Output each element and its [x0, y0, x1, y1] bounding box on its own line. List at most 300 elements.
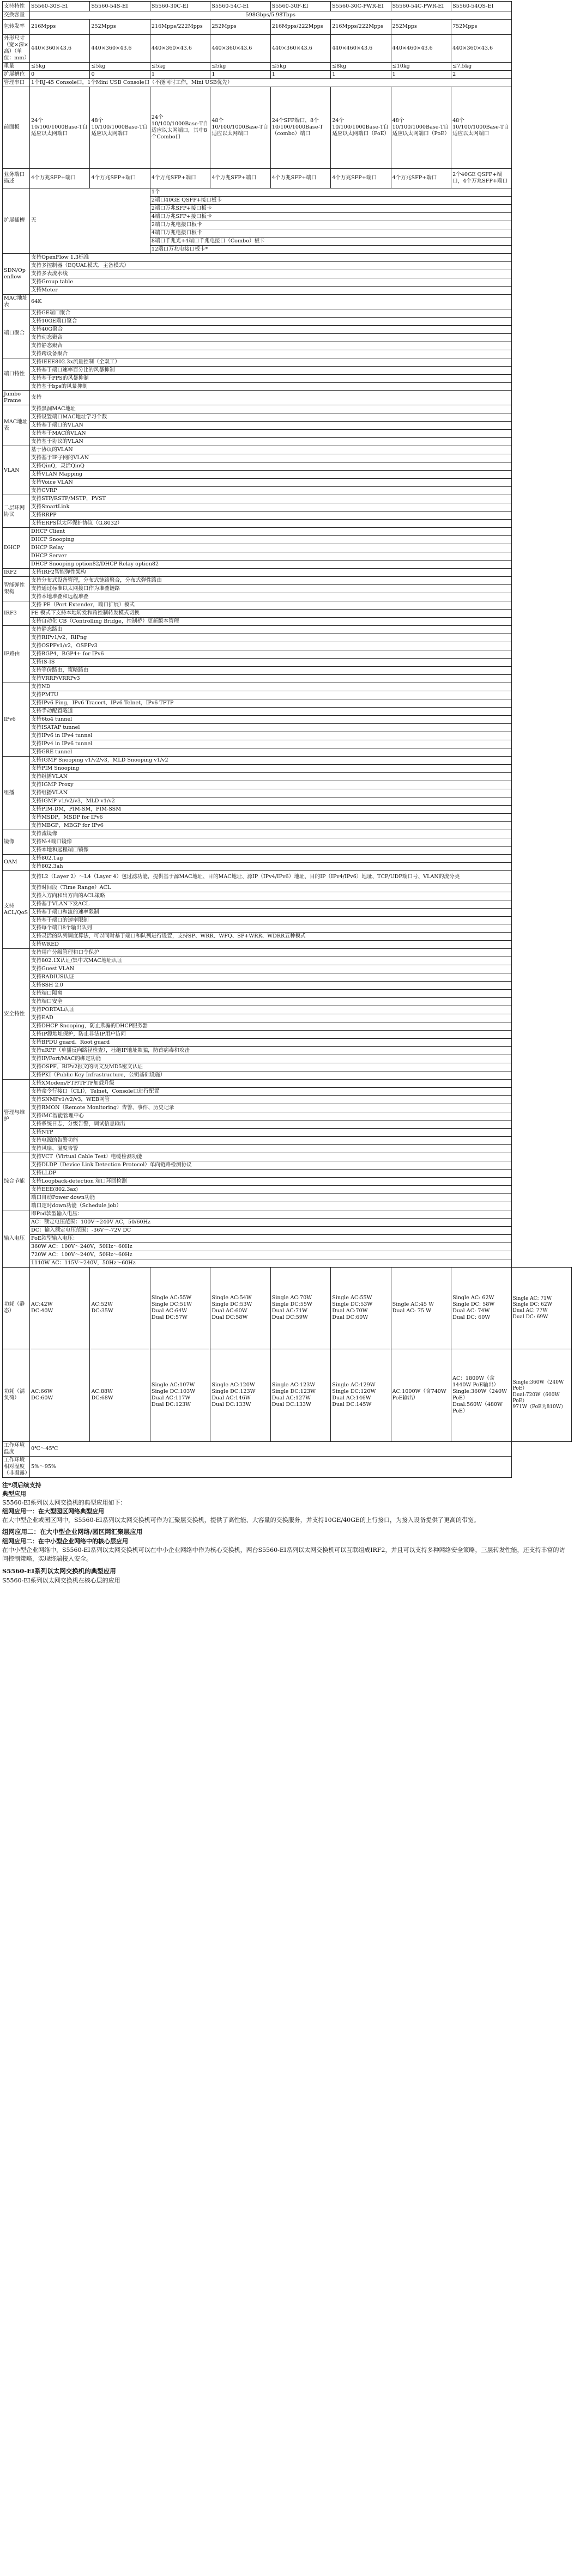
- model-name: S5560-30S-EI: [30, 2, 90, 11]
- mgmt-value: 1个RJ-45 Console口，1个Mini USB Console口（不能同时工作，Mini USB优先）: [30, 78, 512, 87]
- feature-row: [3, 957, 572, 965]
- value-cell: 1: [331, 70, 391, 78]
- feature-row: [3, 1202, 572, 1210]
- value-cell: 252Mpps: [90, 19, 150, 34]
- feature-row: [3, 715, 572, 723]
- feature-row: [3, 813, 572, 821]
- mgmt-row: [3, 78, 572, 87]
- feature-item: 支持ERPS以太环保护协议（G.8032）: [30, 520, 512, 528]
- feature-item: AC：额定电压范围：100V～240V AC，50/60Hz: [30, 1218, 512, 1226]
- value-cell: 24个SFP端口，8个10/100/1000Base-T（combo）端口: [270, 87, 330, 168]
- feature-item: 端口自动Power down功能: [30, 1193, 512, 1202]
- feature-item: 支持分布式设备管理，分布式链路聚合，分布式弹性路由: [30, 577, 512, 585]
- model-name: S5560-54C-EI: [210, 2, 270, 11]
- feature-item: 支持基于端口和流的速率限制: [30, 908, 512, 916]
- feature-item: 支持RRPP: [30, 511, 512, 520]
- value-cell: 1: [270, 70, 330, 78]
- apps-line: S5560-EI系列以太网交换机的典型应用如下：: [2, 1499, 126, 1506]
- feature-item: 支持时间段（Time Range）ACL: [30, 884, 512, 892]
- feature-item: 支持802.1ag: [30, 854, 512, 862]
- power-value: Single AC:70W Single DC:55W Dual AC:71W Dual DC:59W: [270, 1267, 330, 1349]
- feature-item: 支持本地和远程端口镜像: [30, 846, 512, 854]
- feature-item: 支持基于端口速率百分比的风暴抑制: [30, 366, 512, 374]
- feature-row: [3, 732, 572, 740]
- feature-row: [3, 1218, 572, 1226]
- feature-row: [3, 430, 572, 438]
- feature-item: DHCP Client: [30, 528, 512, 536]
- feature-row: [3, 884, 572, 892]
- feature-item: 支持Meter: [30, 286, 512, 294]
- weight-row: [3, 62, 572, 70]
- feature-item: 支持基于bps的风暴抑制: [30, 382, 512, 391]
- value-cell: 440×360×43.6: [451, 34, 511, 62]
- value-cell: 440×360×43.6: [270, 34, 330, 62]
- feature-row: [3, 487, 572, 495]
- feature-label: IP路由: [3, 626, 30, 683]
- feature-label: Jumbo Frame: [3, 391, 30, 405]
- feature-item: 支持静态聚合: [30, 342, 512, 350]
- feature-item: 支持基于端口的VLAN: [30, 422, 512, 430]
- expansion-card: 8端口千兆光+4端口千兆电接口（Combo）板卡: [150, 237, 511, 245]
- feature-row: [3, 949, 572, 957]
- feature-row: [3, 1129, 572, 1137]
- feature-item: 支持风扇、温度告警: [30, 1145, 512, 1153]
- feature-label: 综合节能: [3, 1153, 30, 1210]
- value-cell: 216Mpps/222Mpps: [331, 19, 391, 34]
- feature-item: 支持PORTAL认证: [30, 1006, 512, 1014]
- feature-row: [3, 317, 572, 325]
- feature-label: 二层环网协议: [3, 495, 30, 528]
- feature-item: DHCP Snooping option82/DHCP Relay option82: [30, 561, 512, 569]
- feature-label: 组播: [3, 756, 30, 830]
- row-label: 业务端口描述: [3, 168, 30, 188]
- feature-row: [3, 900, 572, 908]
- feature-item: 支持N:4端口镜像: [30, 838, 512, 846]
- power-value: Single AC:123W Single DC:123W Dual AC:127W Dual DC:133W: [270, 1349, 330, 1441]
- feature-label: 输入电压: [3, 1210, 30, 1267]
- humidity-value: 5%～95%: [30, 1456, 512, 1477]
- feature-item: 支持IP源地址保护，防止非法IP用户访问: [30, 1031, 512, 1039]
- feature-row: [3, 1112, 572, 1120]
- feature-item: 支持802.3ah: [30, 862, 512, 870]
- feature-item: 支持基于IP子网的VLAN: [30, 454, 512, 462]
- section-heading: S5560-EI系列以太网交换机的典型应用: [2, 1567, 116, 1575]
- row-label: 工作环境温度: [3, 1441, 30, 1456]
- feature-item: 支持IGMP Proxy: [30, 781, 512, 789]
- feature-row: [3, 797, 572, 805]
- feature-item: 1110W AC：115V～240V，50Hz～60Hz: [30, 1259, 512, 1267]
- feature-row: [3, 511, 572, 520]
- feature-row: [3, 544, 572, 552]
- feature-row: [3, 253, 572, 261]
- feature-item: 支持IPv6 Ping，IPv6 Tracert，IPv6 Telnet，IPv6 TFTP: [30, 699, 512, 707]
- feature-row: [3, 846, 572, 854]
- feature-row: [3, 1022, 572, 1031]
- value-cell: 48个10/100/1000Base-T自适应以太网端口: [451, 87, 511, 168]
- row-label: 前面板: [3, 87, 30, 168]
- feature-item: 360W AC：100V～240V，50Hz～60Hz: [30, 1243, 512, 1251]
- row-label: 扩展槽位: [3, 70, 30, 78]
- power-value: Single:360W（240W PoE） Dual:720W（600W PoE） 971W（PoE为810W）: [511, 1349, 572, 1441]
- feature-item: 支持端口安全: [30, 998, 512, 1006]
- feature-row: [3, 1096, 572, 1104]
- feature-label: MAC地址表: [3, 405, 30, 446]
- expansion-none: 无: [30, 188, 150, 253]
- feature-item: 支持: [30, 391, 512, 405]
- feature-row: [3, 838, 572, 846]
- feature-item: DC：输入额定电压范围：-36V～-72V DC: [30, 1226, 512, 1234]
- row-label: 功耗（满负荷）: [3, 1349, 30, 1441]
- feature-row: [3, 454, 572, 462]
- feature-item: 支持基于协议的VLAN: [30, 438, 512, 446]
- feature-item: 支持自动化 CB（Controlling Bridge，控制桥）更新版本管理: [30, 618, 512, 626]
- feature-item: 支持VRRP/VRRPv3: [30, 674, 512, 683]
- model-name: S5560-30C-EI: [150, 2, 210, 11]
- feature-item: 支持RADIUS认证: [30, 973, 512, 982]
- feature-item: 支持GVRP: [30, 487, 512, 495]
- apps-title: 典型应用: [2, 1490, 26, 1497]
- feature-row: [3, 1120, 572, 1129]
- feature-item: 支持GE端口聚合: [30, 309, 512, 317]
- feature-label: 安全特性: [3, 949, 30, 1080]
- power-value: Single AC:54W Single DC:53W Dual AC:60W Dual DC:58W: [210, 1267, 270, 1349]
- feature-label: 智能弹性架构: [3, 577, 30, 601]
- feature-label: IRF3: [3, 601, 30, 626]
- feature-item: 支持多表流水线: [30, 270, 512, 278]
- feature-item: 支持VCT（Virtual Cable Test）电缆检测功能: [30, 1153, 512, 1161]
- uplink-row: [3, 168, 572, 188]
- feature-row: [3, 650, 572, 658]
- value-cell: ≤5kg: [270, 62, 330, 70]
- value-cell: ≤5kg: [210, 62, 270, 70]
- feature-item: 支持6to4 tunnel: [30, 715, 512, 723]
- feature-item: 支持EEE(802.3az): [30, 1185, 512, 1193]
- feature-row: [3, 862, 572, 870]
- feature-row: [3, 286, 572, 294]
- feature-row: [3, 1259, 572, 1267]
- feature-row: [3, 528, 572, 536]
- feature-row: [3, 536, 572, 544]
- feature-item: 支持入方向和出方向的ACL策略: [30, 892, 512, 900]
- feature-label: 支持ACL/QoS: [3, 870, 30, 949]
- feature-item: 支持IRF2智能弹性架构: [30, 569, 512, 577]
- feature-item: 支持10GE端口聚合: [30, 317, 512, 325]
- feature-row: [3, 552, 572, 561]
- feature-row: [3, 479, 572, 487]
- power-full-row: [3, 1349, 572, 1441]
- feature-item: 支持跨设备聚合: [30, 350, 512, 358]
- feature-item: 支持DLDP（Device Link Detection Protocol）单向链路检测协议: [30, 1161, 512, 1170]
- humidity-row: [3, 1456, 572, 1477]
- feature-row: [3, 610, 572, 618]
- feature-row: [3, 764, 572, 772]
- feature-item: 支持RIPv1/v2，RIPng: [30, 634, 512, 642]
- value-cell: 1: [391, 70, 451, 78]
- feature-row: [3, 309, 572, 317]
- feature-item: 支持Group table: [30, 278, 512, 286]
- value-cell: 216Mpps/222Mpps: [150, 19, 210, 34]
- feature-row: [3, 642, 572, 650]
- notes-paragraph: 组网应用二：在中小型企业网络中的核心层应用: [2, 1538, 128, 1545]
- power-value: Single AC:129W Single DC:120W Dual AC:146W Dual DC:145W: [331, 1349, 391, 1441]
- feature-item: 支持黑洞MAC地址: [30, 405, 512, 413]
- header-row: [3, 2, 572, 11]
- feature-row: [3, 577, 572, 585]
- power-value: Single AC:120W Single DC:123W Dual AC:146W Dual DC:133W: [210, 1349, 270, 1441]
- feature-row: [3, 854, 572, 862]
- feature-row: [3, 658, 572, 666]
- feature-row: [3, 601, 572, 610]
- spec-table: [2, 1, 572, 1478]
- expansion-card: 2端口万兆SFP+接口板卡: [150, 204, 511, 212]
- feature-row: [3, 358, 572, 366]
- feature-row: [3, 520, 572, 528]
- feature-item: 支持组播VLAN: [30, 772, 512, 781]
- expansion-card: 12端口万兆电接口板卡*: [150, 245, 511, 253]
- feature-item: 支持XModem/FTP/TFTP加载升级: [30, 1080, 512, 1088]
- value-cell: 4个万兆SFP+端口: [210, 168, 270, 188]
- feature-row: [3, 503, 572, 511]
- feature-row: [3, 998, 572, 1006]
- feature-row: [3, 405, 572, 413]
- feature-row: [3, 261, 572, 270]
- feature-label: 镜像: [3, 830, 30, 854]
- feature-row: [3, 990, 572, 998]
- value-cell: 252Mpps: [391, 19, 451, 34]
- value-cell: 48个10/100/1000Base-T自适应以太网端口（PoE）: [391, 87, 451, 168]
- feature-row: [3, 1226, 572, 1234]
- feature-row: [3, 908, 572, 916]
- feature-item: 支持LLDP: [30, 1170, 512, 1178]
- expansion-card: 2端口万兆电接口板卡: [150, 221, 511, 229]
- feature-row: [3, 446, 572, 454]
- notes-paragraph: 在中小型企业网络中，S5560-EI系列以太网交换机可以在中小企业网络中作为核心交换机，两台S5560-EI系列以太网交换机可以互联组成IRF2，并且可以支持多种网络安全策略，三层转发性能，还支持丰富的访问控制策略，实现终端接入安全。: [2, 1546, 565, 1562]
- value-cell: 4个万兆SFP+端口: [270, 168, 330, 188]
- feature-row: [3, 870, 572, 884]
- expansion-card: 1个: [150, 188, 511, 196]
- feature-item: 支持用户分级管理和口令保护: [30, 949, 512, 957]
- feature-row: [3, 740, 572, 748]
- feature-item: 支持802.1X认证/集中式MAC地址认证: [30, 957, 512, 965]
- feature-row: [3, 748, 572, 756]
- value-cell: 2: [451, 70, 511, 78]
- feature-row: [3, 666, 572, 674]
- feature-item: 支持IGMP v1/v2/v3，MLD v1/v2: [30, 797, 512, 805]
- feature-item: 支持基于VLAN下发ACL: [30, 900, 512, 908]
- star-note: 注*项后续支持: [2, 1481, 41, 1489]
- feature-row: [3, 294, 572, 309]
- feature-row: [3, 382, 572, 391]
- row-label: 外形尺寸（宽×深×高）（单位：mm）: [3, 34, 30, 62]
- feature-row: [3, 366, 572, 374]
- feature-row: [3, 772, 572, 781]
- feature-row: [3, 569, 572, 577]
- value-cell: ≤10kg: [391, 62, 451, 70]
- feature-item: 支持流镜像: [30, 830, 512, 838]
- feature-row: [3, 325, 572, 333]
- model-name: S5560-30C-PWR-EI: [331, 2, 391, 11]
- feature-label: DHCP: [3, 528, 30, 569]
- feature-item: 支持组播VLAN: [30, 789, 512, 797]
- notes-section: [2, 1481, 567, 1585]
- feature-row: [3, 830, 572, 838]
- feature-row: [3, 1047, 572, 1055]
- feature-row: [3, 1039, 572, 1047]
- power-value: AC:66W DC:60W: [30, 1349, 90, 1441]
- value-cell: 4个万兆SFP+端口: [90, 168, 150, 188]
- feature-row: [3, 270, 572, 278]
- feature-label: 端口聚合: [3, 309, 30, 358]
- feature-row: [3, 674, 572, 683]
- feature-row: [3, 781, 572, 789]
- feature-row: [3, 892, 572, 900]
- feature-row: [3, 413, 572, 422]
- feature-label: SDN/Openflow: [3, 253, 30, 294]
- feature-item: 支持ND: [30, 683, 512, 691]
- temp-row: [3, 1441, 572, 1456]
- feature-item: 支持VLAN Mapping: [30, 471, 512, 479]
- value-cell: ≤7.5kg: [451, 62, 511, 70]
- row-label: 交换容量: [3, 11, 30, 20]
- feature-item: 支持PIM-DM，PIM-SM，PIM-SSM: [30, 805, 512, 813]
- feature-item: 支持端口隔离: [30, 990, 512, 998]
- feature-row: [3, 1153, 572, 1161]
- feature-row: [3, 1234, 572, 1243]
- feature-row: [3, 438, 572, 446]
- feature-row: [3, 561, 572, 569]
- value-cell: 440×360×43.6: [150, 34, 210, 62]
- model-name: S5560-54S-EI: [90, 2, 150, 11]
- feature-row: [3, 805, 572, 813]
- notes-paragraph: S5560-EI系列以太网交换机在核心层的应用: [2, 1576, 120, 1584]
- feature-row: [3, 821, 572, 830]
- feature-item: 支持手动配置隧道: [30, 707, 512, 715]
- feature-item: 即Pod款型输入电压：: [30, 1210, 512, 1218]
- feature-item: 支持STP/RSTP/MSTP，PVST: [30, 495, 512, 503]
- dimensions-row: [3, 34, 572, 62]
- feature-row: [3, 1185, 572, 1193]
- feature-row: [3, 391, 572, 405]
- value-cell: 216Mpps/222Mpps: [270, 19, 330, 34]
- value-cell: 440×460×43.6: [391, 34, 451, 62]
- feature-item: 支持等价路由，策略路由: [30, 666, 512, 674]
- feature-item: 支持PKI（Public Key Infrastructure，公钥基础设施）: [30, 1071, 512, 1080]
- feature-item: 支持MSDP，MSDP for IPv6: [30, 813, 512, 821]
- power-value: AC:88W DC:68W: [90, 1349, 150, 1441]
- value-cell: 4个万兆SFP+端口: [30, 168, 90, 188]
- feature-item: 支持命令行接口（CLI），Telnet，Console口进行配置: [30, 1088, 512, 1096]
- feature-row: [3, 1071, 572, 1080]
- feature-row: [3, 1178, 572, 1186]
- power-value: Single AC:107W Single DC:103W Dual AC:117W Dual DC:123W: [150, 1349, 210, 1441]
- feature-item: 720W AC：100V～240V，50Hz～60Hz: [30, 1251, 512, 1259]
- feature-item: 支持SSH 2.0: [30, 982, 512, 990]
- feature-item: 支持Loopback-detection 端口环回检测: [30, 1178, 512, 1186]
- feature-item: 支持IP/Port/MAC的绑定功能: [30, 1055, 512, 1063]
- value-cell: 0: [30, 70, 90, 78]
- feature-row: [3, 965, 572, 973]
- value-cell: 216Mpps: [30, 19, 90, 34]
- feature-row: [3, 495, 572, 503]
- feature-item: 支持IPv4 in IPv6 tunnel: [30, 740, 512, 748]
- value-cell: 440×360×43.6: [30, 34, 90, 62]
- feature-row: [3, 982, 572, 990]
- feature-row: [3, 1014, 572, 1022]
- feature-item: 支持OSPFv1/v2，OSPFv3: [30, 642, 512, 650]
- feature-label: 端口特性: [3, 358, 30, 391]
- value-cell: 0: [90, 70, 150, 78]
- feature-row: [3, 342, 572, 350]
- feature-label: IRF2: [3, 569, 30, 577]
- feature-row: [3, 1193, 572, 1202]
- feature-row: [3, 723, 572, 732]
- model-name: S5560-30F-EI: [270, 2, 330, 11]
- feature-item: 支持BPDU guard、Root guard: [30, 1039, 512, 1047]
- value-cell: ≤5kg: [150, 62, 210, 70]
- value-cell: 440×360×43.6: [210, 34, 270, 62]
- feature-item: 支持iMC智能管理中心: [30, 1112, 512, 1120]
- value-cell: ≤5kg: [30, 62, 90, 70]
- feature-item: 支持PMTU: [30, 691, 512, 699]
- model-name: S5560-54QS-EI: [451, 2, 511, 11]
- value-cell: 24个10/100/1000Base-T自适应以太网端口，其中8个Combo口: [150, 87, 210, 168]
- value-cell: 252Mpps: [210, 19, 270, 34]
- feature-row: [3, 333, 572, 342]
- feature-row: [3, 1063, 572, 1071]
- switch-capacity-row: [3, 11, 572, 20]
- feature-row: [3, 634, 572, 642]
- feature-row: [3, 756, 572, 764]
- feature-item: 支持EAD: [30, 1014, 512, 1022]
- feature-label: 管理与维护: [3, 1080, 30, 1153]
- expansion-card: 4端口万兆电接口板卡: [150, 229, 511, 237]
- feature-item: 支持WRED: [30, 941, 512, 949]
- temp-value: 0℃～45℃: [30, 1441, 512, 1456]
- feature-item: 支持SNMPv1/v2/v3，WEB网管: [30, 1096, 512, 1104]
- feature-item: 支持IPv6 in IPv4 tunnel: [30, 732, 512, 740]
- feature-row: [3, 1161, 572, 1170]
- feature-item: 支持基于PPS的风暴抑制: [30, 374, 512, 382]
- feature-item: PE 模式下支持本地转发和跨控制转发模式切换: [30, 610, 512, 618]
- feature-item: 支持uRPF（单播反向路径检查），杜绝IP地址欺骗，防首病毒和攻击: [30, 1047, 512, 1055]
- feature-label: OAM: [3, 854, 30, 870]
- power-value: Single AC: 71W Single DC: 62W Dual AC: 77W Dual DC: 69W: [511, 1267, 572, 1349]
- value-cell: 4个万兆SFP+端口: [391, 168, 451, 188]
- value-cell: 440×460×43.6: [331, 34, 391, 62]
- feature-item: 支持BGP4，BGP4+ for IPv6: [30, 650, 512, 658]
- feature-row: [3, 789, 572, 797]
- feature-item: 支持SmartLink: [30, 503, 512, 511]
- power-consumption-row: [3, 1267, 572, 1349]
- expansion-card: 4端口万兆SFP+接口板卡: [150, 212, 511, 221]
- expansion-card: 2端口40GE QSFP+接口板卡: [150, 196, 511, 204]
- power-value: AC:1000W（含740W PoE输出）: [391, 1349, 451, 1441]
- feature-row: [3, 1006, 572, 1014]
- feature-item: 支持ISATAP tunnel: [30, 723, 512, 732]
- feature-item: 支持NTP: [30, 1129, 512, 1137]
- feature-item: 支持本地堆叠和远程堆叠: [30, 593, 512, 601]
- feature-row: [3, 593, 572, 601]
- header-label: 支持特性: [3, 2, 30, 11]
- feature-item: 支持MBGP，MBGP for IPv6: [30, 821, 512, 830]
- feature-item: 支持RMON（Remote Monitoring）告警、事件、历史记录: [30, 1104, 512, 1112]
- value-cell: 48个10/100/1000Base-T自适应以太网端口: [210, 87, 270, 168]
- power-value: Single AC:55W Single DC:51W Dual AC:64W Dual DC:57W: [150, 1267, 210, 1349]
- apps-line: 在大中型企业或园区网中，S5560-EI系列以太网交换机可作为汇聚层交换机，提供了高性能、大容量的交换服务，并支持10GE/40GE的上行接口，为接入设备提供了更高的带宽。: [2, 1516, 480, 1524]
- feature-row: [3, 973, 572, 982]
- row-label: 重量: [3, 62, 30, 70]
- feature-row: [3, 1243, 572, 1251]
